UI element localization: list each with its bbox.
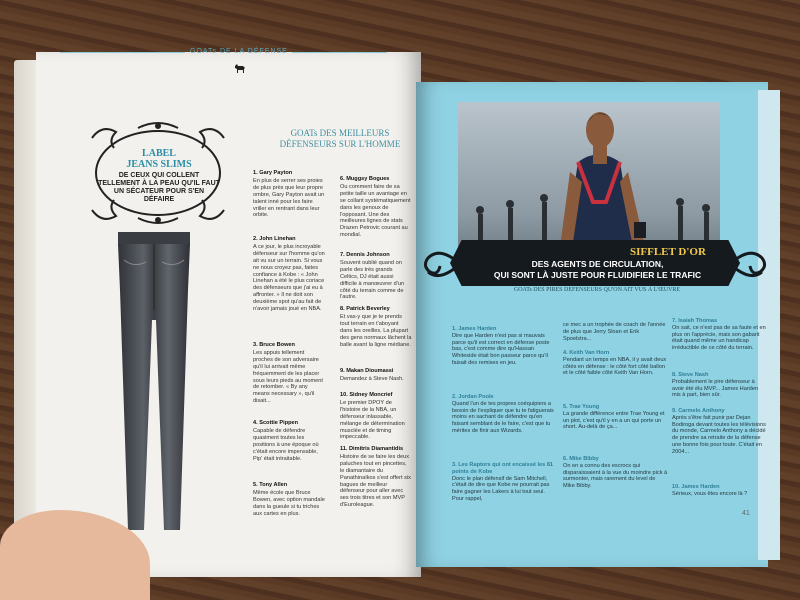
entry-text: Donc le plan défensif de Sam Mitchell, c'était de dire que Kobe ne pourrait pas faire gagner les Lakers à lui tout seul. Pour rappel, — [452, 475, 550, 502]
list-item — [340, 306, 412, 348]
entry-text: On en a connu des escrocs qui disparaissaient à la vue du moindre pick à surmonter, mais rarement du level de Mike Bibby. — [563, 462, 668, 490]
entry-text: Les appuis tellement proches de son adversaire qu'il lui arrivait même fréquemment de les placer sous leurs pieds au moment de retomber. « By any means necessary », qu'il disait... — [253, 349, 323, 405]
entry-name: 1. James Harden — [452, 326, 497, 332]
list-item — [672, 484, 768, 498]
entry-text: La grande différence entre Trae Young et un plot, c'est qu'il y en a un qui porte un short. Au-delà de ça... — [563, 410, 665, 431]
entry-name: 7. Isaiah Thomas — [672, 318, 718, 324]
banner-line: DES AGENTS DE CIRCULATION, — [531, 259, 664, 269]
list-item — [253, 342, 325, 405]
list-item — [340, 392, 412, 441]
entry-name: 10. Sidney Moncrief — [340, 392, 393, 398]
entry-text: Souvent oublié quand on parle des très grands Celtics, DJ était aussi difficile à manœuvrer d'un côté du terrain comme de l'autre. — [340, 259, 405, 301]
entry-name: 5. Trae Young — [563, 404, 600, 410]
list-item — [452, 394, 557, 435]
entry-text: Capable de défendre quasiment toutes les positions à une époque où c'était encore impensable, Pip' était intraitable. — [253, 427, 319, 462]
list-item — [563, 456, 668, 490]
entry-name: 3. Bruce Bowen — [253, 342, 295, 348]
label-title — [95, 148, 223, 170]
entry-text: Le premier DPOY de l'histoire de la NBA, un défenseur inlassable, mélange de détermination musclée et de timing impeccable. — [340, 399, 405, 441]
list-item — [672, 408, 768, 456]
banner-line: QUI SONT LÀ JUSTE POUR FLUIDIFIER LE TRAFIC — [493, 270, 702, 280]
entry-text: On sait, ce n'est pas de sa faute et en plus on l'apprécie, mais son gabarit était quand même un handicap irréductible de ce côté du terrain. — [672, 324, 766, 352]
entry-name: 2. John Linehan — [253, 236, 296, 242]
entry-name: 8. Patrick Beverley — [340, 306, 390, 312]
banner-title: SIFFLET D'OR — [630, 246, 706, 258]
player-illustration — [458, 102, 720, 262]
entry-name: 1. Gary Payton — [253, 170, 293, 176]
entry-name: 7. Dennis Johnson — [340, 252, 390, 258]
list-item — [340, 252, 412, 301]
entry-text: A ce jour, le plus incroyable défenseur sur l'homme qu'on ait vu sur un terrain. Si vous ne nous croyez pas, faites confiance à Kobe : « John Linehan a été le plus coriace des défenseurs que j'ai eu à affronter. » Il ne doit son deuxième spot qu'au fait de n'avoir jamais joué en NBA. — [253, 243, 325, 313]
label-subtitle: DE CEUX QUI COLLENT TELLEMENT À LA PEAU QU'IL FAUT UN SÉCATEUR POUR S'EN DÉFAIRE — [98, 172, 220, 203]
entry-text: Sérieux, vous êtes encore là ? — [672, 490, 748, 497]
entry-name: 11. Dimitris Diamantidis — [340, 446, 404, 452]
entry-name: 6. Muggsy Bogues — [340, 176, 390, 182]
list-item — [253, 482, 325, 518]
list-item — [563, 350, 668, 377]
label-title-line: LABEL — [142, 148, 176, 159]
entry-name: 4. Keith Van Horn — [563, 350, 610, 356]
entry-name: 9. Makan Dioumassi — [340, 368, 394, 374]
list-item — [340, 368, 412, 383]
entry-text: Et vas-y que je te prends tout terrain en t'aboyant dans les oreilles. La plupart des gens normaux lâchent la balle avant la ligne médiane. — [340, 313, 412, 348]
section-title: GOATs DES MEILLEURS DÉFENSEURS SUR L'HOMME — [279, 128, 401, 149]
list-item — [253, 236, 325, 313]
entry-text: En plus de serrer ses proies de plus près que leur propre ombre, Gary Payton avait un talent inné pour les faire vriller en rentrant dans leur orbite. — [253, 177, 325, 219]
banner-subtitle: GOATs DES PIRES DÉFENSEURS QU'ON AIT VUS À L'ŒUVRE — [513, 287, 681, 293]
entry-text: Dire que Harden n'est pas si mauvais parce qu'il est correct en défense poste bas, c'est comme dire qu'Hassan Whiteside était bon passeur parce qu'il faisait des remises en jeu. — [452, 332, 550, 366]
entry-text: Après s'être fait punir par Dejan Bodiroga devant toutes les télévisions du monde, Carmelo Anthony a décidé de prendre sa retraite de la défense une bonne fois pour toute. C'était en 2004... — [672, 414, 766, 455]
list-item — [563, 404, 668, 431]
entry-name: 9. Carmelo Anthony — [672, 408, 725, 414]
entry-name: 4. Scottie Pippen — [253, 420, 299, 426]
player-photo — [458, 102, 720, 262]
entry-name: 2. Jordan Poole — [452, 394, 494, 400]
label-title-line: JEANS SLIMS — [126, 159, 192, 170]
list-item — [253, 420, 325, 462]
entry-name: 5. Tony Allen — [253, 482, 288, 488]
entry-text: Demandez à Steve Nash. — [340, 375, 404, 382]
entry-name: 10. James Harden — [672, 484, 720, 490]
list-item — [253, 170, 325, 219]
entry-text: Même école que Bruce Bowen, avec option mandale dans la gueule si tu triches aux cartes en plus. — [253, 489, 325, 517]
slim-jeans-image — [100, 230, 210, 540]
entry-text: Ou comment faire de sa petite taille un avantage en se collant systématiquement dans les genoux de l'opposant. Une des meilleures lignes de stats Drazen Petrovic courant au mondial. — [340, 183, 411, 239]
header-rule — [292, 52, 387, 53]
list-item — [672, 318, 768, 352]
list-item — [452, 326, 557, 367]
entry-text: ce mec a un trophée de coach de l'année de plus que Jerry Sloan et Erik Spoelstra... — [563, 322, 666, 342]
list-item — [340, 176, 412, 239]
header-rule — [60, 52, 185, 53]
entry-name: 8. Steve Nash — [672, 372, 709, 378]
entry-text: Probablement le pire défenseur à avoir été élu MVP... James Harden mis à part, bien sûr. — [672, 378, 759, 399]
goat-icon — [233, 62, 247, 74]
list-item — [563, 322, 668, 342]
entry-name: 6. Mike Bibby — [563, 456, 599, 462]
page-number: 41 — [742, 510, 750, 517]
entry-text: Histoire de se faire les deux paluches tout en pincettes, le diamantaire du Panathinaïkos s'est offert six bagues de meilleur défenseur pour aller avec ses trois titres et son MVP d'Euroleague. — [340, 453, 411, 509]
ornament-left-icon — [420, 236, 462, 292]
entry-name: 3. Les Raptors qui ont encaissé les 81 points de Kobe — [452, 462, 554, 475]
entry-text: Quand l'un de tes propres coéquipiers a besoin de t'expliquer que tu te fatiguerais moins en sachant de défendre qu'en faisant semblant de le faire, c'est que tu mérites de finir aux Wizards. — [452, 400, 554, 434]
list-item — [452, 462, 557, 503]
ornament-right-icon — [728, 236, 770, 292]
entry-text: Pendant un temps en NBA, il y avait deux côtés en défense : le côté fort côté ballon et le côté faible côté Keith Van Horn. — [563, 356, 667, 377]
list-item — [340, 446, 412, 509]
page-header: GOATs DE LA DÉFENSE — [190, 48, 288, 55]
list-item — [672, 372, 768, 399]
